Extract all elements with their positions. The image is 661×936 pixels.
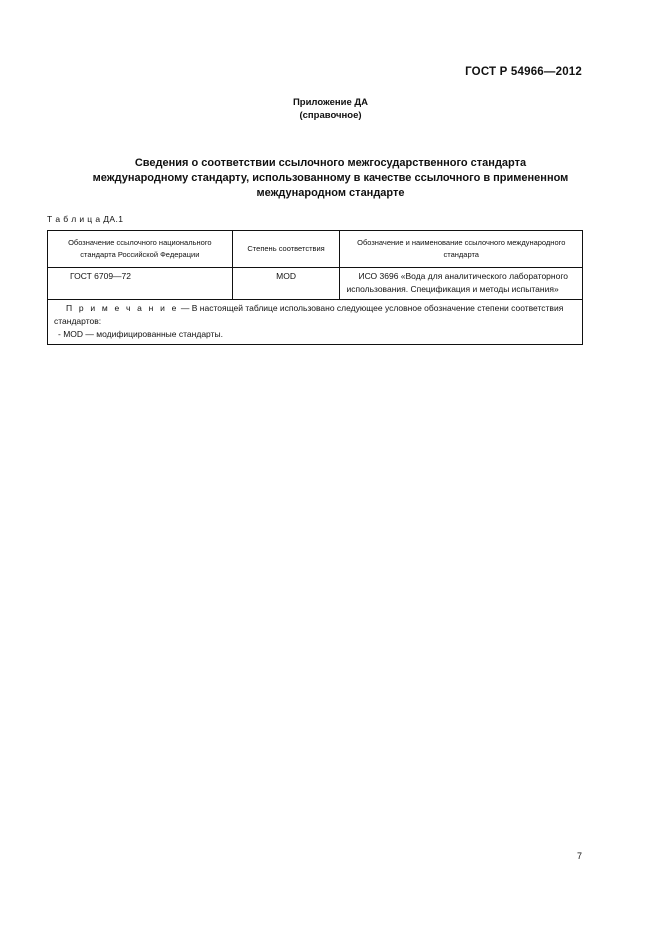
table-caption: Т а б л и ц а ДА.1 (47, 214, 124, 224)
table-note-row (48, 300, 583, 345)
section-title-line: международном стандарте (256, 187, 405, 199)
note-item: - MOD — модифицированные стандарты. (58, 329, 223, 339)
page-number: 7 (577, 851, 583, 861)
document-id: ГОСТ Р 54966—2012 (465, 66, 582, 78)
cell-national-standard: ГОСТ 6709—72 (48, 268, 233, 300)
note-body: — В настоящей таблице использовано следующее условное обозначение степени соответствия стандартов: (54, 303, 564, 326)
column-header-international-standard: Обозначение и наименование ссылочного международного стандарта (340, 231, 583, 268)
section-title (40, 156, 621, 201)
table-note (48, 300, 583, 345)
cell-international-standard: ИСО 3696 «Вода для аналитического лабораторного использования. Спецификация и методы испытания» (340, 268, 583, 300)
correspondence-table (47, 230, 583, 345)
appendix-title: Приложение ДА (292, 97, 369, 108)
appendix-subtitle: (справочное) (299, 110, 362, 121)
cell-degree: MOD (232, 268, 340, 300)
table-row (48, 268, 583, 300)
table-header-row (48, 231, 583, 268)
section-title-line: международному стандарту, использованному в качестве ссылочного в примененном (92, 172, 569, 184)
note-text (54, 302, 576, 328)
note-label: П р и м е ч а н и е (66, 303, 179, 313)
column-header-degree: Степень соответствия (232, 231, 340, 268)
appendix-heading (0, 96, 661, 122)
column-header-national-standard: Обозначение ссылочного национального стандарта Российской Федерации (48, 231, 233, 268)
section-title-line: Сведения о соответствии ссылочного межгосударственного стандарта (134, 157, 527, 169)
